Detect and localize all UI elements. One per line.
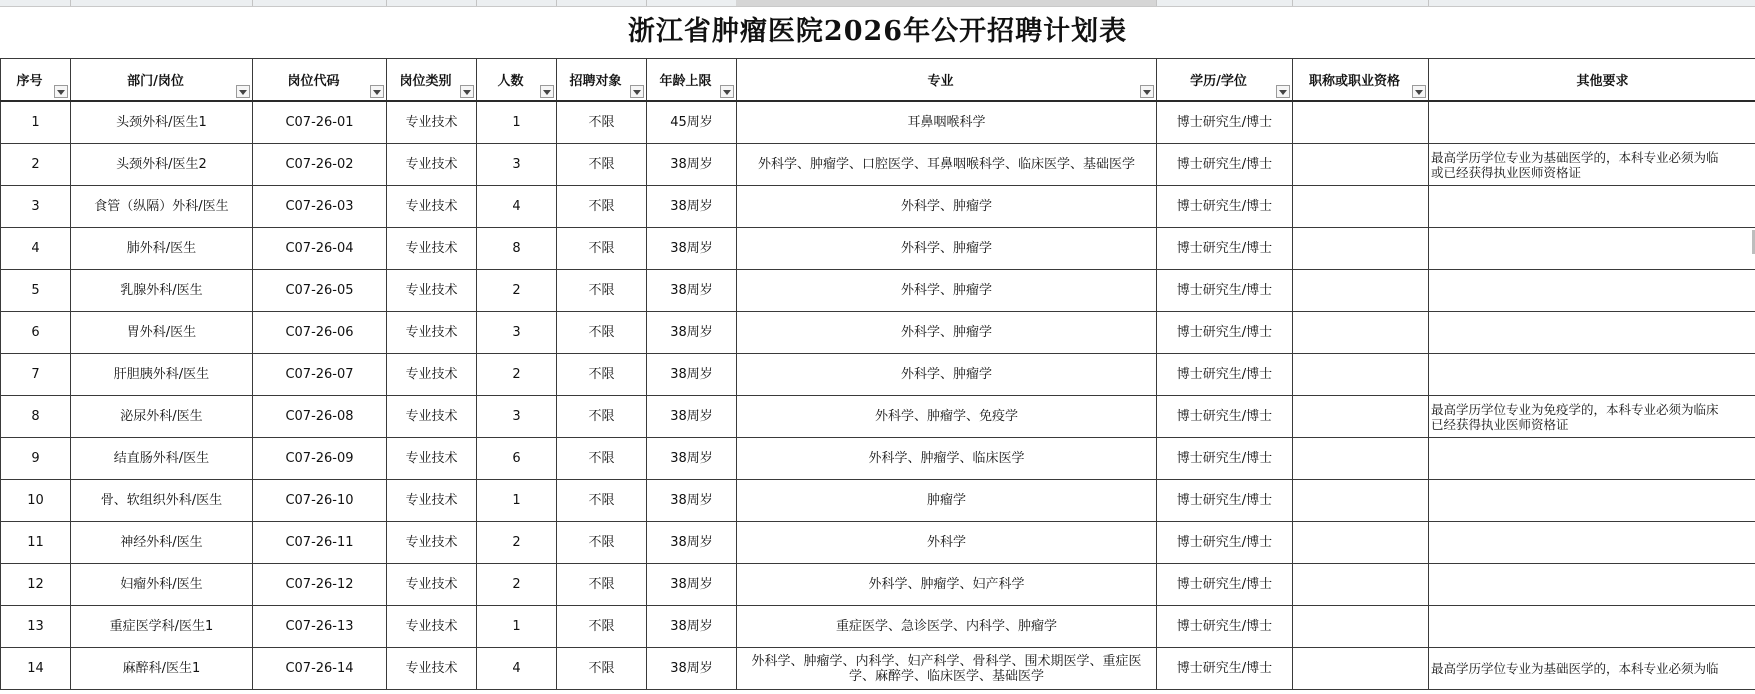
cell-edu[interactable]: 博士研究生/博士 — [1157, 438, 1293, 480]
table-row — [1, 438, 1755, 480]
cell-title-req[interactable] — [1293, 564, 1429, 606]
table-row — [1, 270, 1755, 312]
cell-title-req[interactable] — [1293, 228, 1429, 270]
cell-edu[interactable]: 博士研究生/博士 — [1157, 270, 1293, 312]
filter-dropdown-icon[interactable] — [1276, 85, 1290, 98]
cell-age[interactable]: 38周岁 — [647, 396, 737, 438]
cell-code[interactable]: C07-26-14 — [253, 648, 387, 690]
cell-title-req[interactable] — [1293, 438, 1429, 480]
table-row — [1, 186, 1755, 228]
cell-target[interactable]: 不限 — [557, 396, 647, 438]
cell-age[interactable]: 38周岁 — [647, 312, 737, 354]
cell-title-req[interactable] — [1293, 186, 1429, 228]
column-header: 招聘对象 — [557, 59, 647, 102]
cell-code[interactable]: C07-26-13 — [253, 606, 387, 648]
cell-no[interactable]: 10 — [1, 480, 71, 522]
filter-dropdown-icon[interactable] — [370, 85, 384, 98]
cell-major[interactable]: 外科学、肿瘤学 — [737, 312, 1157, 354]
cell-target[interactable]: 不限 — [557, 648, 647, 690]
cell-count[interactable]: 3 — [477, 312, 557, 354]
cell-age[interactable]: 38周岁 — [647, 606, 737, 648]
cell-major[interactable]: 耳鼻咽喉科学 — [737, 101, 1157, 144]
cell-no[interactable]: 12 — [1, 564, 71, 606]
cell-age[interactable]: 38周岁 — [647, 186, 737, 228]
cell-category[interactable]: 专业技术 — [387, 270, 477, 312]
cell-edu[interactable]: 博士研究生/博士 — [1157, 228, 1293, 270]
cell-dept[interactable]: 乳腺外科/医生 — [71, 270, 253, 312]
cell-major[interactable]: 重症医学、急诊医学、内科学、肿瘤学 — [737, 606, 1157, 648]
cell-age[interactable]: 38周岁 — [647, 564, 737, 606]
cell-edu[interactable]: 博士研究生/博士 — [1157, 648, 1293, 690]
column-header: 岗位代码 — [253, 59, 387, 102]
cell-category[interactable]: 专业技术 — [387, 480, 477, 522]
cell-count[interactable]: 8 — [477, 228, 557, 270]
cell-other[interactable] — [1429, 270, 1755, 312]
cell-edu[interactable]: 博士研究生/博士 — [1157, 144, 1293, 186]
cell-target[interactable]: 不限 — [557, 354, 647, 396]
cell-no[interactable]: 8 — [1, 396, 71, 438]
cell-other[interactable] — [1429, 480, 1755, 522]
cell-category[interactable]: 专业技术 — [387, 144, 477, 186]
cell-count[interactable]: 2 — [477, 354, 557, 396]
cell-age[interactable]: 38周岁 — [647, 144, 737, 186]
cell-title-req[interactable] — [1293, 480, 1429, 522]
cell-count[interactable]: 3 — [477, 396, 557, 438]
cell-no[interactable]: 9 — [1, 438, 71, 480]
cell-other[interactable]: 最高学历学位专业为基础医学的，本科专业必须为临 — [1429, 648, 1755, 690]
cell-other[interactable] — [1429, 606, 1755, 648]
cell-count[interactable]: 2 — [477, 522, 557, 564]
cell-no[interactable]: 1 — [1, 101, 71, 144]
cell-category[interactable]: 专业技术 — [387, 648, 477, 690]
cell-target[interactable]: 不限 — [557, 606, 647, 648]
cell-age[interactable]: 38周岁 — [647, 648, 737, 690]
cell-title-req[interactable] — [1293, 354, 1429, 396]
cell-category[interactable]: 专业技术 — [387, 228, 477, 270]
table-row — [1, 228, 1755, 270]
cell-code[interactable]: C07-26-04 — [253, 228, 387, 270]
column-header: 其他要求 — [1429, 59, 1755, 102]
cell-edu[interactable]: 博士研究生/博士 — [1157, 101, 1293, 144]
cell-age[interactable]: 38周岁 — [647, 480, 737, 522]
cell-other[interactable] — [1429, 228, 1755, 270]
cell-other[interactable] — [1429, 101, 1755, 144]
column-header: 职称或职业资格 — [1293, 59, 1429, 102]
table-row — [1, 606, 1755, 648]
column-header: 专业 — [737, 59, 1157, 102]
cell-other[interactable] — [1429, 312, 1755, 354]
cell-major[interactable]: 外科学、肿瘤学、口腔医学、耳鼻咽喉科学、临床医学、基础医学 — [737, 144, 1157, 186]
filter-dropdown-icon[interactable] — [1140, 85, 1154, 98]
cell-code[interactable]: C07-26-07 — [253, 354, 387, 396]
cell-title-req[interactable] — [1293, 101, 1429, 144]
table-row — [1, 396, 1755, 438]
cell-target[interactable]: 不限 — [557, 312, 647, 354]
cell-code[interactable]: C07-26-03 — [253, 186, 387, 228]
cell-edu[interactable]: 博士研究生/博士 — [1157, 312, 1293, 354]
cell-count[interactable]: 4 — [477, 186, 557, 228]
cell-no[interactable]: 5 — [1, 270, 71, 312]
table-row — [1, 648, 1755, 690]
cell-dept[interactable]: 重症医学科/医生1 — [71, 606, 253, 648]
cell-no[interactable]: 14 — [1, 648, 71, 690]
cell-dept[interactable]: 肝胆胰外科/医生 — [71, 354, 253, 396]
cell-dept[interactable]: 结直肠外科/医生 — [71, 438, 253, 480]
cell-edu[interactable]: 博士研究生/博士 — [1157, 522, 1293, 564]
cell-category[interactable]: 专业技术 — [387, 606, 477, 648]
cell-code[interactable]: C07-26-08 — [253, 396, 387, 438]
cell-no[interactable]: 3 — [1, 186, 71, 228]
table-row — [1, 564, 1755, 606]
filter-dropdown-icon[interactable] — [720, 85, 734, 98]
cell-target[interactable]: 不限 — [557, 438, 647, 480]
cell-no[interactable]: 4 — [1, 228, 71, 270]
cell-category[interactable]: 专业技术 — [387, 564, 477, 606]
cell-code[interactable]: C07-26-11 — [253, 522, 387, 564]
cell-major[interactable]: 外科学、肿瘤学、临床医学 — [737, 438, 1157, 480]
column-header: 学历/学位 — [1157, 59, 1293, 102]
cell-major[interactable]: 肿瘤学 — [737, 480, 1157, 522]
cell-code[interactable]: C07-26-09 — [253, 438, 387, 480]
cell-no[interactable]: 13 — [1, 606, 71, 648]
cell-title-req[interactable] — [1293, 396, 1429, 438]
cell-title-req[interactable] — [1293, 648, 1429, 690]
cell-major[interactable]: 外科学、肿瘤学、妇产科学 — [737, 564, 1157, 606]
cell-dept[interactable]: 食管（纵隔）外科/医生 — [71, 186, 253, 228]
table-row — [1, 144, 1755, 186]
cell-edu[interactable]: 博士研究生/博士 — [1157, 564, 1293, 606]
cell-no[interactable]: 7 — [1, 354, 71, 396]
cell-other[interactable] — [1429, 564, 1755, 606]
cell-other[interactable] — [1429, 354, 1755, 396]
cell-dept[interactable]: 肺外科/医生 — [71, 228, 253, 270]
cell-age[interactable]: 45周岁 — [647, 101, 737, 144]
table-row — [1, 480, 1755, 522]
cell-edu[interactable]: 博士研究生/博士 — [1157, 354, 1293, 396]
filter-dropdown-icon[interactable] — [540, 85, 554, 98]
cell-count[interactable]: 1 — [477, 101, 557, 144]
cell-category[interactable]: 专业技术 — [387, 312, 477, 354]
cell-category[interactable]: 专业技术 — [387, 438, 477, 480]
cell-code[interactable]: C07-26-02 — [253, 144, 387, 186]
cell-other[interactable] — [1429, 186, 1755, 228]
cell-age[interactable]: 38周岁 — [647, 228, 737, 270]
cell-target[interactable]: 不限 — [557, 228, 647, 270]
cell-code[interactable]: C07-26-10 — [253, 480, 387, 522]
cell-major[interactable]: 外科学、肿瘤学 — [737, 270, 1157, 312]
cell-other[interactable] — [1429, 522, 1755, 564]
table-row — [1, 312, 1755, 354]
cell-major[interactable]: 外科学 — [737, 522, 1157, 564]
cell-dept[interactable]: 头颈外科/医生2 — [71, 144, 253, 186]
cell-count[interactable]: 2 — [477, 564, 557, 606]
cell-major[interactable]: 外科学、肿瘤学 — [737, 186, 1157, 228]
cell-edu[interactable]: 博士研究生/博士 — [1157, 606, 1293, 648]
cell-dept[interactable]: 神经外科/医生 — [71, 522, 253, 564]
sheet-title: 浙江省肿瘤医院2026年公开招聘计划表 — [627, 16, 1128, 47]
cell-category[interactable]: 专业技术 — [387, 396, 477, 438]
cell-title-req[interactable] — [1293, 522, 1429, 564]
cell-age[interactable]: 38周岁 — [647, 354, 737, 396]
cell-major[interactable]: 外科学、肿瘤学 — [737, 228, 1157, 270]
cell-count[interactable]: 6 — [477, 438, 557, 480]
cell-no[interactable]: 6 — [1, 312, 71, 354]
filter-dropdown-icon[interactable] — [1412, 85, 1426, 98]
cell-dept[interactable]: 妇瘤外科/医生 — [71, 564, 253, 606]
cell-count[interactable]: 4 — [477, 648, 557, 690]
cell-age[interactable]: 38周岁 — [647, 438, 737, 480]
column-header: 部门/岗位 — [71, 59, 253, 102]
cell-age[interactable]: 38周岁 — [647, 270, 737, 312]
cell-edu[interactable]: 博士研究生/博士 — [1157, 396, 1293, 438]
cell-count[interactable]: 2 — [477, 270, 557, 312]
table-row — [1, 101, 1755, 144]
cell-dept[interactable]: 泌尿外科/医生 — [71, 396, 253, 438]
cell-no[interactable]: 11 — [1, 522, 71, 564]
cell-count[interactable]: 3 — [477, 144, 557, 186]
cell-title-req[interactable] — [1293, 312, 1429, 354]
cell-code[interactable]: C07-26-01 — [253, 101, 387, 144]
column-header: 人数 — [477, 59, 557, 102]
cell-title-req[interactable] — [1293, 606, 1429, 648]
cell-edu[interactable]: 博士研究生/博士 — [1157, 480, 1293, 522]
filter-dropdown-icon[interactable] — [630, 85, 644, 98]
cell-dept[interactable]: 麻醉科/医生1 — [71, 648, 253, 690]
cell-target[interactable]: 不限 — [557, 480, 647, 522]
cell-code[interactable]: C07-26-06 — [253, 312, 387, 354]
cell-title-req[interactable] — [1293, 270, 1429, 312]
filter-dropdown-icon[interactable] — [236, 85, 250, 98]
cell-major[interactable]: 外科学、肿瘤学、内科学、妇产科学、骨科学、围术期医学、重症医学、麻醉学、临床医学、基础医学 — [737, 648, 1157, 690]
cell-dept[interactable]: 胃外科/医生 — [71, 312, 253, 354]
column-header: 年龄上限 — [647, 59, 737, 102]
cell-age[interactable]: 38周岁 — [647, 522, 737, 564]
table-row — [1, 354, 1755, 396]
recruitment-table — [0, 58, 1755, 690]
cell-category[interactable]: 专业技术 — [387, 354, 477, 396]
cell-target[interactable]: 不限 — [557, 522, 647, 564]
cell-dept[interactable]: 骨、软组织外科/医生 — [71, 480, 253, 522]
cell-target[interactable]: 不限 — [557, 144, 647, 186]
cell-edu[interactable]: 博士研究生/博士 — [1157, 186, 1293, 228]
cell-category[interactable]: 专业技术 — [387, 522, 477, 564]
cell-no[interactable]: 2 — [1, 144, 71, 186]
cell-target[interactable]: 不限 — [557, 270, 647, 312]
filter-dropdown-icon[interactable] — [54, 85, 68, 98]
cell-other[interactable]: 最高学历学位专业为基础医学的，本科专业必须为临 或已经获得执业医师资格证 — [1429, 144, 1755, 186]
filter-dropdown-icon[interactable] — [460, 85, 474, 98]
cell-other[interactable]: 最高学历学位专业为免疫学的，本科专业必须为临床 已经获得执业医师资格证 — [1429, 396, 1755, 438]
cell-other[interactable] — [1429, 438, 1755, 480]
cell-major[interactable]: 外科学、肿瘤学 — [737, 354, 1157, 396]
cell-code[interactable]: C07-26-12 — [253, 564, 387, 606]
cell-category[interactable]: 专业技术 — [387, 101, 477, 144]
cell-count[interactable]: 1 — [477, 480, 557, 522]
cell-category[interactable]: 专业技术 — [387, 186, 477, 228]
cell-target[interactable]: 不限 — [557, 101, 647, 144]
cell-target[interactable]: 不限 — [557, 186, 647, 228]
cell-target[interactable]: 不限 — [557, 564, 647, 606]
header-row — [1, 59, 1755, 102]
table-row — [1, 522, 1755, 564]
cell-count[interactable]: 1 — [477, 606, 557, 648]
cell-major[interactable]: 外科学、肿瘤学、免疫学 — [737, 396, 1157, 438]
cell-dept[interactable]: 头颈外科/医生1 — [71, 101, 253, 144]
column-header: 岗位类别 — [387, 59, 477, 102]
cell-title-req[interactable] — [1293, 144, 1429, 186]
column-header: 序号 — [1, 59, 71, 102]
cell-code[interactable]: C07-26-05 — [253, 270, 387, 312]
